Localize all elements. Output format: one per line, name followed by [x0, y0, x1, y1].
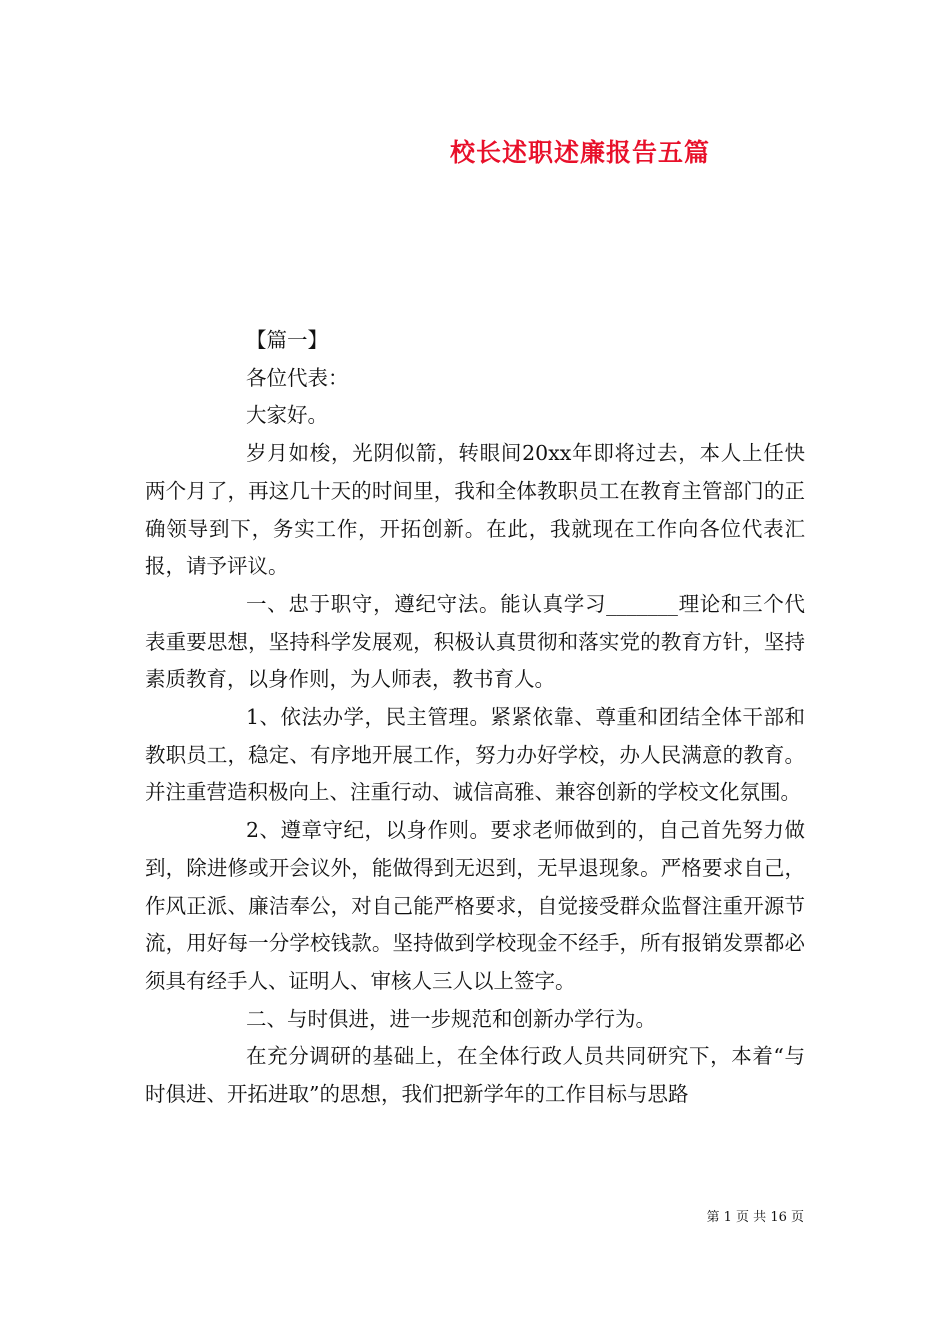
paragraph-point-1: 一、忠于职守，遵纪守法。能认真学习_______理论和三个代表重要思想，坚持科学发展观，积极认真贯彻和落实党的教育方针，坚持素质教育，以身作则，为人师表，教书育人。 — [145, 591, 805, 692]
paragraph-research: 在充分调研的基础上，在全体行政人员共同研究下，本着“与时俱进、开拓进取”的思想，我们把新学年的工作目标与思路 — [145, 1044, 805, 1107]
paragraph-point-2: 二、与时俱进，进一步规范和创新办学行为。 — [246, 1006, 656, 1031]
greeting: 大家好。 — [246, 403, 328, 428]
salutation: 各位代表： — [246, 365, 349, 390]
section-heading: 【篇一】 — [246, 328, 328, 352]
paragraph-subpoint-1: 1、依法办学，民主管理。紧紧依靠、尊重和团结全体干部和教职员工，稳定、有序地开展工作，努力办好学校，办人民满意的教育。并注重营造积极向上、注重行动、诚信高雅、兼容创新的学校文化氛围。 — [145, 705, 805, 805]
document-body — [145, 322, 805, 1114]
paragraph-intro: 岁月如梭，光阴似箭，转眼间20xx年即将过去，本人上任快两个月了，再这几十天的时间里，我和全体教职员工在教育主管部门的正确领导到下，务实工作，开拓创新。在此，我就现在工作向各位代表汇报，请予评议。 — [145, 441, 805, 579]
paragraph-subpoint-2: 2、遵章守纪，以身作则。要求老师做到的，自己首先努力做到，除进修或开会议外，能做得到无迟到，无早退现象。严格要求自己，作风正派、廉洁奉公，对自己能严格要求，自觉接受群众监督注重开源节流，用好每一分学校钱款。坚持做到学校现金不经手，所有报销发票都必须具有经手人、证明人、审核人三人以上签字。 — [145, 818, 805, 993]
document-title: 校长述职述廉报告五篇 — [449, 138, 710, 167]
page-number-footer: 第 1 页 共 16 页 — [706, 1210, 804, 1225]
